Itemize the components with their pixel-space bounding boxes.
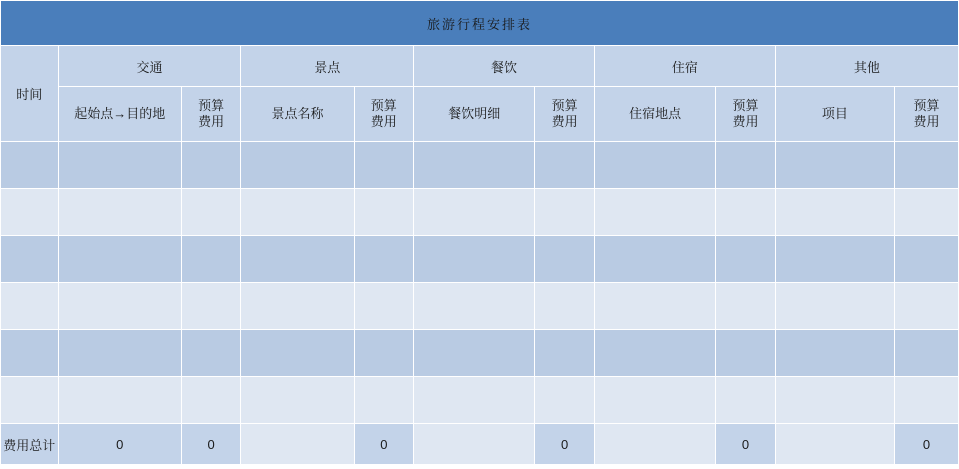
page-title: 旅游行程安排表 <box>1 1 959 46</box>
header-group-transport: 交通 <box>58 46 241 87</box>
cell-lodging-place[interactable] <box>594 142 715 189</box>
cell-dining-detail[interactable] <box>414 142 535 189</box>
header-sub-other-item: 项目 <box>775 87 894 142</box>
header-sub-dining-budget-l1: 预算 <box>551 97 578 113</box>
header-sub-attraction-name: 景点名称 <box>241 87 354 142</box>
cell-lodging-place[interactable] <box>594 189 715 236</box>
cell-other-item[interactable] <box>775 283 894 330</box>
total-dining-detail[interactable] <box>414 424 535 465</box>
cell-time[interactable] <box>1 377 59 424</box>
cell-other-budget[interactable] <box>895 236 959 283</box>
header-sub-transport-budget-l2: 费用 <box>198 114 225 129</box>
cell-transport-route[interactable] <box>58 236 181 283</box>
header-group-attraction: 景点 <box>241 46 414 87</box>
cell-lodging-budget[interactable] <box>716 283 776 330</box>
cell-transport-route[interactable] <box>58 330 181 377</box>
cell-attraction-name[interactable] <box>241 283 354 330</box>
cell-other-item[interactable] <box>775 377 894 424</box>
cell-attraction-budget[interactable] <box>354 189 414 236</box>
header-sub-lodging-budget-l1: 预算 <box>732 97 759 113</box>
header-sub-lodging-place: 住宿地点 <box>594 87 715 142</box>
cell-dining-budget[interactable] <box>535 189 595 236</box>
cell-lodging-place[interactable] <box>594 283 715 330</box>
cell-transport-budget[interactable] <box>181 236 241 283</box>
cell-attraction-name[interactable] <box>241 330 354 377</box>
header-sub-attraction-budget <box>354 87 414 142</box>
header-sub-transport-budget-l1: 预算 <box>198 97 225 113</box>
cell-attraction-budget[interactable] <box>354 283 414 330</box>
header-sub-other-budget <box>895 87 959 142</box>
cell-time[interactable] <box>1 283 59 330</box>
cell-attraction-budget[interactable] <box>354 330 414 377</box>
cell-attraction-budget[interactable] <box>354 377 414 424</box>
total-label: 费用总计 <box>1 424 59 465</box>
total-transport-budget[interactable]: 0 <box>181 424 241 465</box>
table-row[interactable] <box>1 283 959 330</box>
cell-dining-detail[interactable] <box>414 330 535 377</box>
header-sub-attraction-budget-l2: 费用 <box>370 114 397 129</box>
cell-transport-route[interactable] <box>58 189 181 236</box>
total-transport-detail[interactable]: 0 <box>58 424 181 465</box>
cell-attraction-budget[interactable] <box>354 236 414 283</box>
cell-dining-detail[interactable] <box>414 236 535 283</box>
table-row[interactable] <box>1 330 959 377</box>
total-other-budget[interactable]: 0 <box>895 424 959 465</box>
total-attraction-name[interactable] <box>241 424 354 465</box>
table-row[interactable] <box>1 236 959 283</box>
cell-dining-budget[interactable] <box>535 283 595 330</box>
total-dining-budget[interactable]: 0 <box>535 424 595 465</box>
header-sub-lodging-budget-l2: 费用 <box>732 114 759 129</box>
cell-lodging-budget[interactable] <box>716 377 776 424</box>
cell-attraction-name[interactable] <box>241 236 354 283</box>
cell-lodging-budget[interactable] <box>716 236 776 283</box>
header-sub-transport-route: 起始点→目的地 <box>58 87 181 142</box>
cell-lodging-place[interactable] <box>594 377 715 424</box>
header-sub-row <box>1 87 959 142</box>
cell-attraction-name[interactable] <box>241 189 354 236</box>
total-row <box>1 424 959 465</box>
header-sub-dining-detail: 餐饮明细 <box>414 87 535 142</box>
header-sub-dining-budget <box>535 87 595 142</box>
header-group-dining: 餐饮 <box>414 46 595 87</box>
header-group-lodging: 住宿 <box>594 46 775 87</box>
cell-time[interactable] <box>1 236 59 283</box>
title-row <box>1 1 959 46</box>
cell-lodging-budget[interactable] <box>716 330 776 377</box>
table-row[interactable] <box>1 377 959 424</box>
header-time: 时间 <box>1 46 59 142</box>
header-sub-other-budget-l1: 预算 <box>913 97 940 113</box>
cell-dining-detail[interactable] <box>414 283 535 330</box>
cell-transport-budget[interactable] <box>181 189 241 236</box>
cell-transport-route[interactable] <box>58 283 181 330</box>
cell-dining-detail[interactable] <box>414 377 535 424</box>
cell-transport-budget[interactable] <box>181 330 241 377</box>
header-sub-attraction-budget-l1: 预算 <box>370 97 397 113</box>
cell-lodging-budget[interactable] <box>716 142 776 189</box>
cell-time[interactable] <box>1 330 59 377</box>
cell-lodging-budget[interactable] <box>716 189 776 236</box>
header-group-row <box>1 46 959 87</box>
cell-attraction-budget[interactable] <box>354 142 414 189</box>
total-attraction-budget[interactable]: 0 <box>354 424 414 465</box>
total-other-item[interactable] <box>775 424 894 465</box>
cell-other-budget[interactable] <box>895 330 959 377</box>
cell-lodging-place[interactable] <box>594 236 715 283</box>
cell-other-item[interactable] <box>775 330 894 377</box>
cell-attraction-name[interactable] <box>241 142 354 189</box>
cell-lodging-place[interactable] <box>594 330 715 377</box>
cell-attraction-name[interactable] <box>241 377 354 424</box>
cell-dining-budget[interactable] <box>535 330 595 377</box>
cell-other-budget[interactable] <box>895 283 959 330</box>
cell-dining-detail[interactable] <box>414 189 535 236</box>
cell-transport-budget[interactable] <box>181 283 241 330</box>
cell-time[interactable] <box>1 189 59 236</box>
cell-transport-route[interactable] <box>58 377 181 424</box>
cell-transport-budget[interactable] <box>181 142 241 189</box>
header-sub-dining-budget-l2: 费用 <box>551 114 578 129</box>
cell-dining-budget[interactable] <box>535 236 595 283</box>
cell-dining-budget[interactable] <box>535 377 595 424</box>
cell-dining-budget[interactable] <box>535 142 595 189</box>
cell-other-budget[interactable] <box>895 142 959 189</box>
header-group-other: 其他 <box>775 46 958 87</box>
header-sub-lodging-budget <box>716 87 776 142</box>
total-lodging-place[interactable] <box>594 424 715 465</box>
header-sub-transport-budget <box>181 87 241 142</box>
cell-time[interactable] <box>1 142 59 189</box>
cell-other-item[interactable] <box>775 142 894 189</box>
cell-other-budget[interactable] <box>895 189 959 236</box>
header-sub-other-budget-l2: 费用 <box>913 114 940 129</box>
table-row[interactable] <box>1 142 959 189</box>
total-lodging-budget[interactable]: 0 <box>716 424 776 465</box>
table-row[interactable] <box>1 189 959 236</box>
cell-transport-route[interactable] <box>58 142 181 189</box>
cell-other-budget[interactable] <box>895 377 959 424</box>
cell-transport-budget[interactable] <box>181 377 241 424</box>
cell-other-item[interactable] <box>775 189 894 236</box>
cell-other-item[interactable] <box>775 236 894 283</box>
